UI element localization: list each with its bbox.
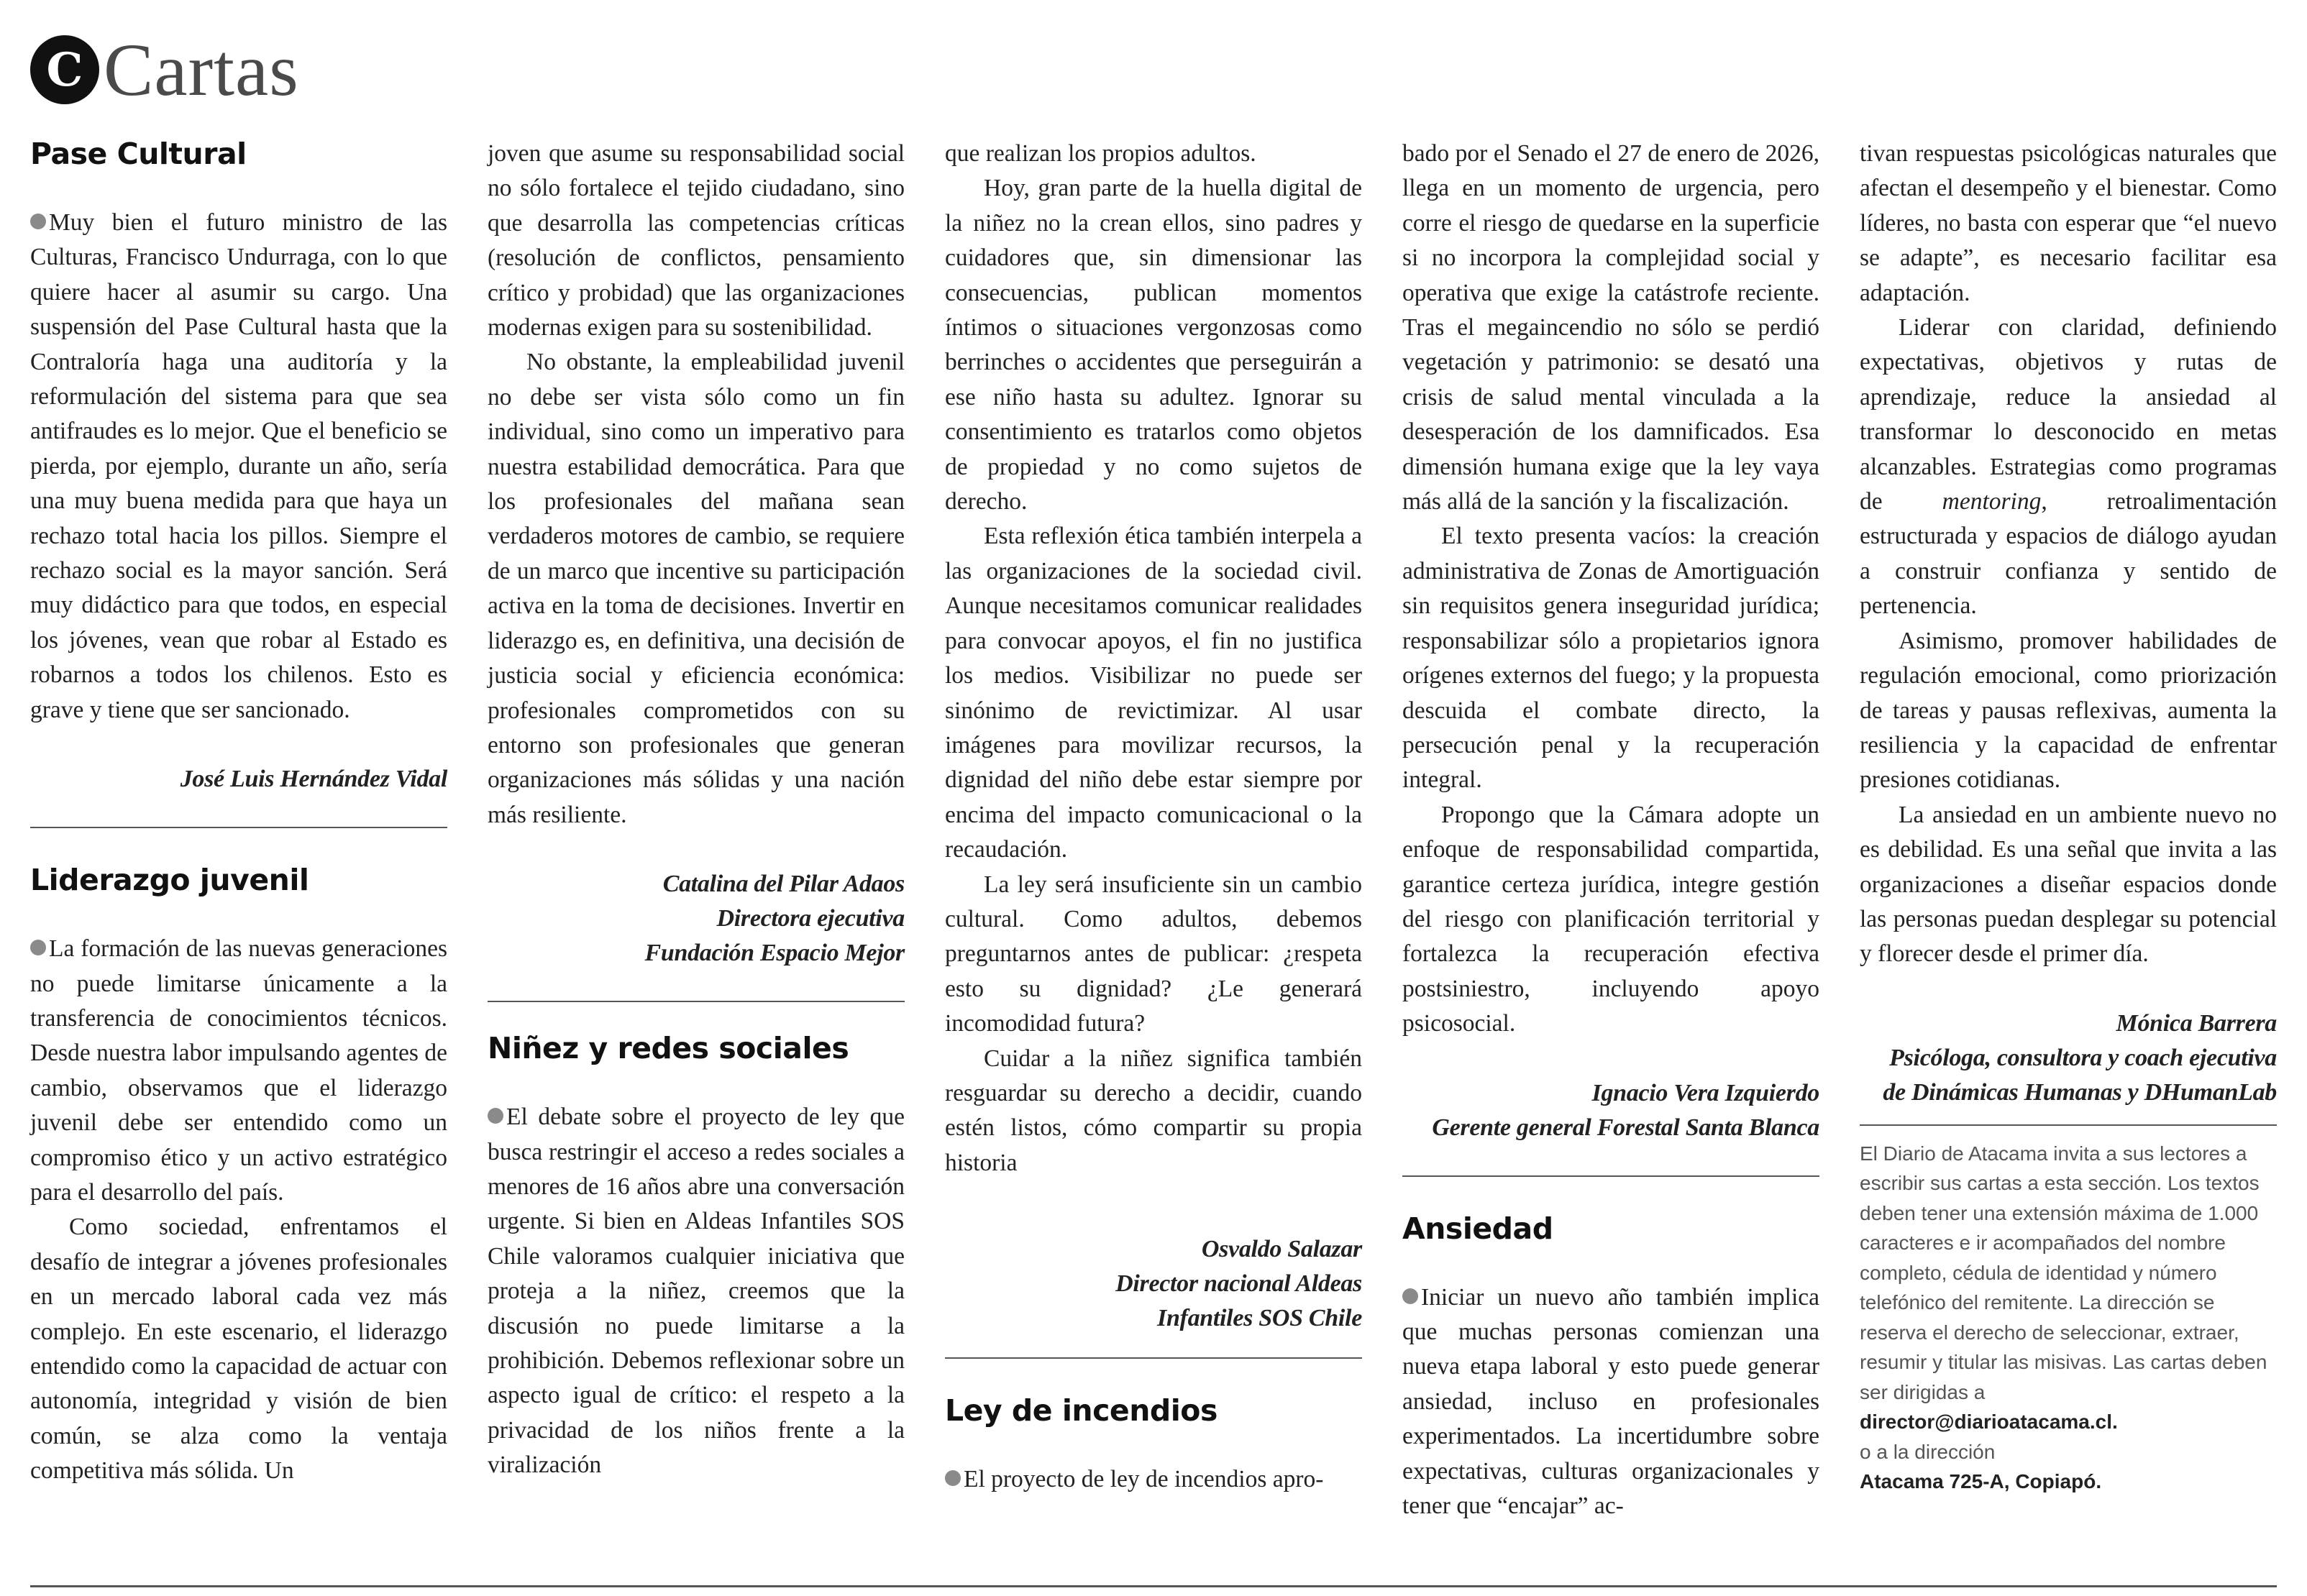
letter-body: El proyecto de ley de incendios apro-: [945, 1462, 1362, 1497]
letter-body: Propongo que la Cámara adopte un enfoque de responsabilidad compartida, garantice certeza jurídica, integre gestión del riesgo con planificación territorial y fortalezca la recuperación efectiva postsiniestro, incluyendo apoyo psicosocial.: [1402, 801, 1819, 1037]
letter-title-ansiedad: Ansiedad: [1402, 1211, 1553, 1246]
letter-signature-org: Fundación Espacio Mejor: [644, 940, 905, 967]
section-badge: C: [30, 35, 99, 104]
letter-signature: Catalina del Pilar Adaos: [662, 871, 905, 898]
editor-email-link[interactable]: director@diarioatacama.cl.: [1860, 1411, 2118, 1434]
bullet-icon: [1402, 1288, 1418, 1304]
column-1: [30, 137, 447, 1489]
letter-body: bado por el Senado el 27 de enero de 2026, llega en un momento de urgencia, pero corre el riesgo de quedarse en la superficie si no incorpora la complejidad social y operativa que exige la catástrofe reciente. Tras el megaincendio no sólo se perdió vegetación y patrimonio: se desató una crisis de salud mental vinculada a la desesperación de los damnificados. Esa dimensión humana exige que la ley vaya más allá de la sanción y la fiscalización.: [1402, 140, 1819, 515]
section-title: Cartas: [104, 28, 299, 111]
letter-title-ninez: Niñez y redes sociales: [488, 1031, 849, 1066]
letter-body: Como sociedad, enfrentamos el desafío de integrar a jóvenes profesionales en un mercado laboral cada vez más complejo. En este escenario, el liderazgo entendido como la capacidad de actuar con autonomía, integridad y visión de bien común, se alza como la ventaja competitiva más sólida. Un: [30, 1214, 447, 1485]
letter-body: que realizan los propios adultos.: [945, 140, 1256, 167]
letter-signature-role: Psicóloga, consultora y coach ejecutiva de Dinámicas Humanas y DHumanLab: [1883, 1044, 2277, 1106]
letter-body: Hoy, gran parte de la huella digital de la niñez no la crean ellos, sino padres y cuidadores que, sin dimensionar las consecuencias, publican momentos íntimos o situaciones vergonzosas como berrinches o accidentes que perseguirán a ese niño hasta su adultez. Ignorar su consentimiento es tratarlos como objetos de propiedad y no como sujetos de derecho.: [945, 175, 1362, 515]
letter-signature-role: Director nacional Aldeas Infantiles SOS Chile: [1115, 1270, 1362, 1332]
letter-title-liderazgo: Liderazgo juvenil: [30, 863, 309, 898]
letter-body: Cuidar a la niñez significa también resguardar su derecho a decidir, cuando estén listos, cómo compartir su propia historia: [945, 1045, 1362, 1176]
letter-signature: Mónica Barrera: [2116, 1009, 2277, 1037]
letter-signature-role: Gerente general Forestal Santa Blanca: [1432, 1114, 1819, 1141]
letter-title-incendios: Ley de incendios: [945, 1393, 1218, 1428]
letter-body: La formación de las nuevas generaciones no puede limitarse únicamente a la transferencia de conocimientos técnicos. Desde nuestra labor impulsando agentes de cambio, observamos que el liderazgo juvenil debe ser entendido como un compromiso ético y un activo estratégico para el desarrollo del país.: [30, 935, 447, 1206]
letter-body: joven que asume su responsabilidad social no sólo fortalece el tejido ciudadano, sino que desarrolla las competencias críticas (resolución de conflictos, pensamiento crítico y probidad) que las organizaciones modernas exigen para su sostenibilidad.: [488, 140, 905, 341]
letter-body: Iniciar un nuevo año también implica que muchas personas comienzan una nueva etapa laboral y esto puede generar ansiedad, incluso en profesionales experimentados. La incertidumbre sobre expectativas, culturas organizacionales y tener que “encajar” ac-: [1402, 1283, 1819, 1519]
letter-signature: José Luis Hernández Vidal: [180, 766, 447, 793]
letter-signature: Ignacio Vera Izquierdo: [1591, 1079, 1819, 1106]
letter-body: La ansiedad en un ambiente nuevo no es debilidad. Es una señal que invita a las organizaciones a diseñar espacios donde las personas puedan desplegar su potencial y florecer desde el primer día.: [1860, 801, 2277, 968]
column-2: [488, 137, 905, 1483]
letter-body: Asimismo, promover habilidades de regulación emocional, como priorización de tareas y pausas reflexivas, aumenta la resiliencia y la capacidad de enfrentar presiones cotidianas.: [1860, 627, 2277, 794]
column-5: [1860, 137, 2277, 1497]
letter-body: El texto presenta vacíos: la creación administrativa de Zonas de Amortiguación sin requisitos genera inseguridad jurídica; responsabilizar sólo a propietarios ignora orígenes externos del fuego; y la propuesta descuida el combate directo, la persecución penal y la recuperación integral.: [1402, 523, 1819, 794]
letter-body: El debate sobre el proyecto de ley que busca restringir el acceso a redes sociales a menores de 16 años abre una conversación urgente. Si bien en Aldeas Infantiles SOS Chile valoramos cualquier iniciativa que proteja a la niñez, creemos que la discusión no puede limitarse a la prohibición. Debemos reflexionar sobre un aspecto igual de crítico: el respeto a la privacidad de los niños frente a la viralización: [488, 1104, 905, 1479]
column-3: [945, 137, 1362, 1498]
bottom-divider: [30, 1585, 2277, 1587]
bullet-icon: [30, 940, 46, 955]
letter-body: Muy bien el futuro ministro de las Culturas, Francisco Undurraga, con lo que quiere hacer al asumir su cargo. Una suspensión del Pase Cultural hasta que la Contraloría haga una auditoría y la reformulación del sistema para que sea antifraudes es lo mejor. Que el beneficio se pierda, por ejemplo, durante un año, sería una muy buena medida para que haya un rechazo total hacia los pillos. Siempre el rechazo social es la mayor sanción. Será muy didáctico para que todos, en especial los jóvenes, vean que robar al Estado es robarnos a todos los chilenos. Esto es grave y tiene que ser sancionado.: [30, 209, 447, 723]
submission-notice: [1860, 1139, 2277, 1497]
letter-title-pase-cultural: Pase Cultural: [30, 137, 247, 171]
column-4: [1402, 137, 1819, 1523]
bullet-icon: [488, 1108, 503, 1124]
letter-body: No obstante, la empleabilidad juvenil no debe ser vista sólo como un fin individual, sino como un imperativo para nuestra estabilidad democrática. Para que los profesionales del mañana sean verdaderos motores de cambio, se requiere de un marco que incentive su participación activa en la toma de decisiones. Invertir en liderazgo es, en definitiva, una decisión de justicia social y eficiencia económica: profesionales comprometidos con su entorno son profesionales que generan organizaciones más sólidas y una nación más resiliente.: [488, 349, 905, 828]
letter-body: La ley será insuficiente sin un cambio cultural. Como adultos, debemos preguntarnos antes de publicar: ¿respeta esto su dignidad? ¿Le generará incomodidad futura?: [945, 871, 1362, 1037]
bullet-icon: [30, 214, 46, 229]
letter-signature: Osvaldo Salazar: [1201, 1236, 1362, 1263]
letter-body: Liderar con claridad, definiendo expectativas, objetivos y rutas de aprendizaje, reduce la ansiedad al transformar lo desconocido en metas alcanzables. Estrategias como programas de mentoring, retroalimentación estructurada y espacios de diálogo ayudan a construir confianza y sentido de pertenencia.: [1860, 314, 2277, 620]
letter-body: tivan respuestas psicológicas naturales que afectan el desempeño y el bienestar. Como líderes, no basta con esperar que “el nuevo se adapte”, es necesario facilitar esa adaptación.: [1860, 140, 2277, 306]
letter-signature-role: Directora ejecutiva: [716, 905, 905, 932]
bullet-icon: [945, 1470, 961, 1486]
letter-body: Esta reflexión ética también interpela a las organizaciones de la sociedad civil. Aunque necesitamos comunicar realidades para convocar apoyos, el fin no justifica los medios. Visibilizar no puede ser sinónimo de revictimizar. Al usar imágenes para movilizar recursos, la dignidad del niño debe estar siempre por encima del impacto comunicacional o la recaudación.: [945, 523, 1362, 863]
editor-address: Atacama 725-A, Copiapó.: [1860, 1470, 2102, 1493]
submission-notice-or: o a la dirección: [1860, 1440, 1996, 1463]
section-masthead: [30, 30, 299, 109]
submission-notice-text: El Diario de Atacama invita a sus lectores a escribir sus cartas a esta sección. Los textos deben tener una extensión máxima de 1.000 caracteres e ir acompañados del nombre completo, cédula de identidad y número telefónico del remitente. La dirección se reserva el derecho de seleccionar, extraer, resumir y titular las misivas. Las cartas deben ser dirigidas a: [1860, 1142, 2267, 1403]
